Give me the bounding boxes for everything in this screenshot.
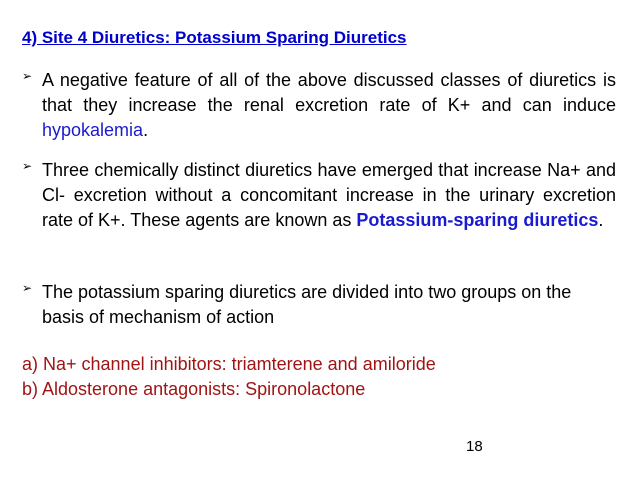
highlight-term-potassium-sparing: Potassium-sparing diuretics [356, 210, 599, 230]
arrow-bullet-icon: ➢ [22, 281, 33, 295]
arrow-bullet-icon: ➢ [22, 159, 33, 173]
bullet-text: The potassium sparing diuretics are divided into two groups on the basis of mechanism of action [42, 282, 572, 327]
arrow-bullet-icon: ➢ [22, 69, 33, 83]
group-item-b: b) Aldosterone antagonists: Spironolactone [22, 379, 366, 399]
bullet-text-end: . [598, 210, 604, 230]
bullet-text-part: Three chemically distinct diuretics have emerged that increase Na+ and Cl- excretion without a concomitant increase in the urinary excretion rate of K+. These agents are known as [42, 160, 616, 230]
bullet-text [42, 68, 616, 143]
bullet-text-part: A negative feature of all of the above discussed classes of diuretics is that they increase the renal excretion rate of K+ and can induce [42, 70, 616, 115]
drug-groups-list [22, 352, 436, 402]
bullet-text-end: . [143, 120, 149, 140]
page-number: 18 [466, 438, 483, 455]
highlight-term-hypokalemia: hypokalemia [42, 120, 144, 140]
group-item-a: a) Na+ channel inhibitors: triamterene and amiloride [22, 354, 436, 374]
bullet-text [42, 158, 616, 233]
slide-heading: 4) Site 4 Diuretics: Potassium Sparing Diuretics [22, 28, 407, 47]
